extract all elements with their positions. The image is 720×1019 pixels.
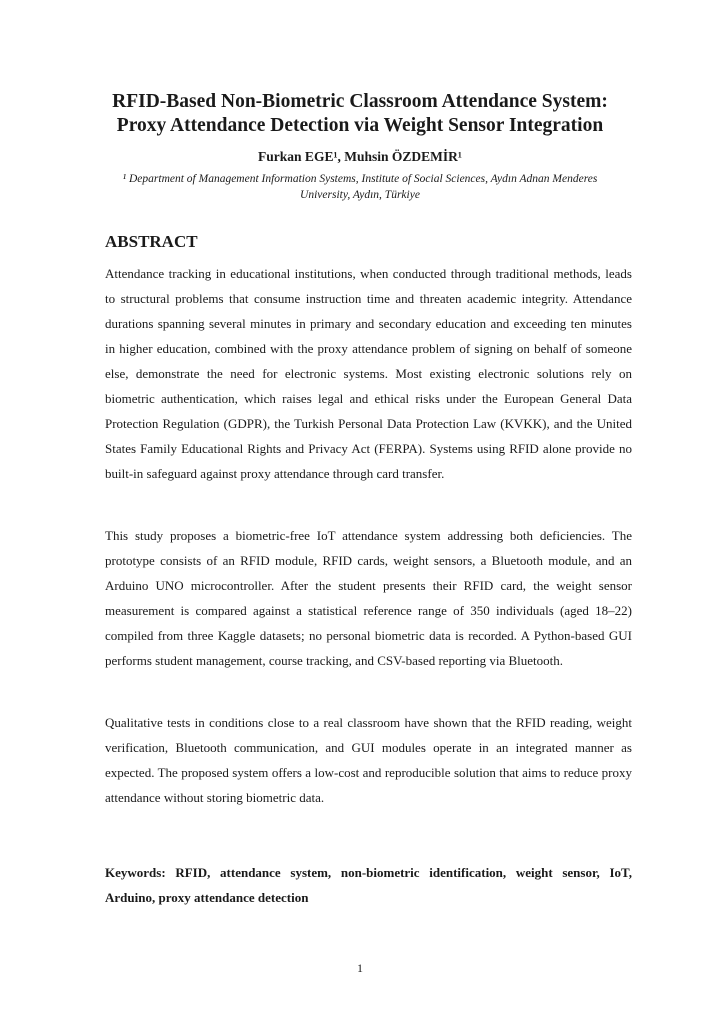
keywords: Keywords: RFID, attendance system, non-biometric identification, weight sensor, IoT, Arduino, proxy attendance detection <box>105 865 632 905</box>
abstract-heading: ABSTRACT <box>105 232 198 251</box>
abstract-paragraph-1: Attendance tracking in educational institutions, when conducted through traditional methods, leads to structural problems that consume instruction time and threaten academic integrity. Attendance durations spanning several minutes in primary and secondary education and exceeding ten minutes in higher education, combined with the proxy attendance problem of signing on behalf of someone else, demonstrate the need for electronic systems. Most existing electronic solutions rely on biometric authentication, which raises legal and ethical risks under the European General Data Protection Regulation (GDPR), the Turkish Personal Data Protection Law (KVKK), and the United States Family Educational Rights and Privacy Act (FERPA). Systems using RFID alone provide no built-in safeguard against proxy attendance through card transfer. <box>105 266 632 481</box>
author-affiliation: ¹ Department of Management Information Systems, Institute of Social Sciences, Aydın Adnan Menderes University, Aydın, Türkiye <box>122 173 598 201</box>
paper-title-line-2: Proxy Attendance Detection via Weight Sensor Integration <box>116 115 604 136</box>
author-list: Furkan EGE¹, Muhsin ÖZDEMİR¹ <box>258 149 462 164</box>
paper-title-line-1: RFID-Based Non-Biometric Classroom Attendance System: <box>112 91 608 112</box>
abstract-paragraph-2: This study proposes a biometric-free IoT attendance system addressing both deficiencies. The prototype consists of an RFID module, RFID cards, weight sensors, a Bluetooth module, and an Arduino UNO microcontroller. After the student presents their RFID card, the weight sensor measurement is compared against a statistical reference range of 350 individuals (aged 18–22) compiled from three Kaggle datasets; no personal biometric data is recorded. A Python-based GUI performs student management, course tracking, and CSV-based reporting via Bluetooth. <box>105 528 632 668</box>
abstract-paragraph-3: Qualitative tests in conditions close to a real classroom have shown that the RFID reading, weight verification, Bluetooth communication, and GUI modules operate in an integrated manner as expected. The proposed system offers a low-cost and reproducible solution that aims to reduce proxy attendance without storing biometric data. <box>105 715 632 805</box>
page-number: 1 <box>357 961 363 975</box>
paper-title <box>90 90 630 138</box>
